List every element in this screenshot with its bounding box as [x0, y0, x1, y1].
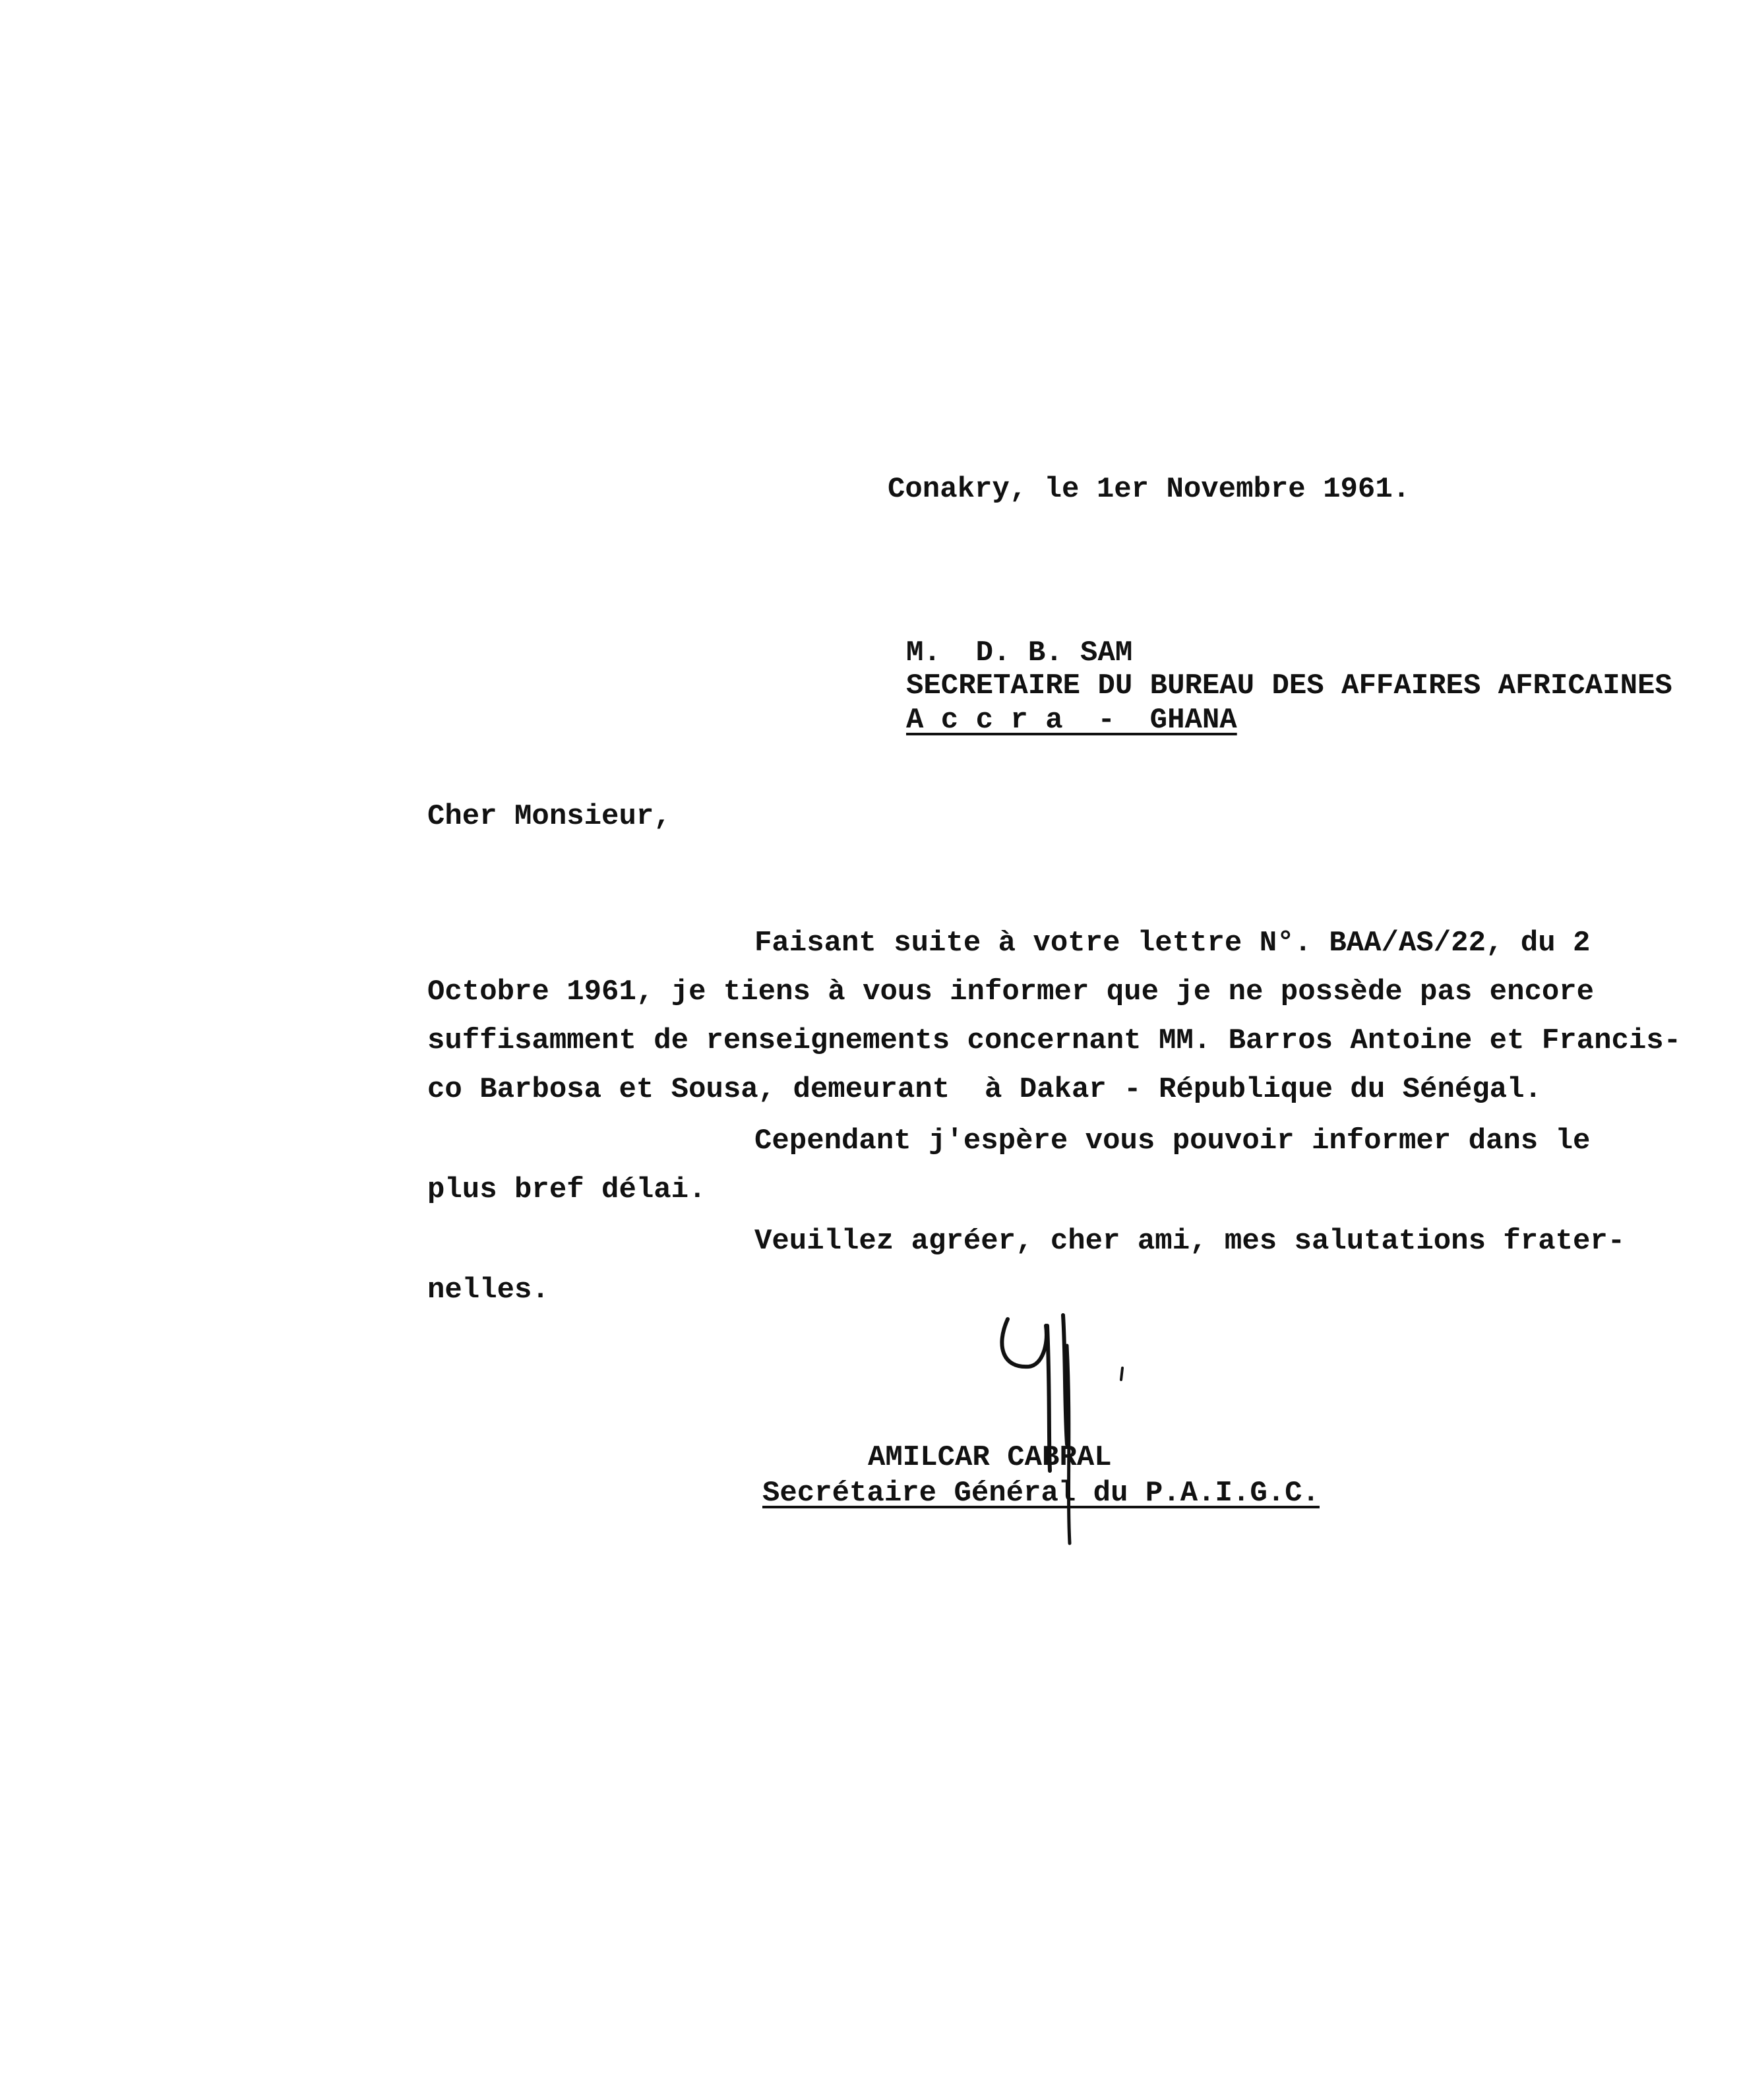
- handwritten-signature: [989, 1306, 1134, 1557]
- body-line-6: plus bref délai.: [427, 1173, 706, 1206]
- body-line-7: Veuillez agréer, cher ami, mes salutations frater-: [754, 1225, 1626, 1258]
- body-line-3: suffisamment de renseignements concernant MM. Barros Antoine et Francis-: [427, 1024, 1682, 1057]
- ink-mark: [1116, 1365, 1129, 1385]
- salutation: Cher Monsieur,: [427, 800, 671, 833]
- body-line-1: Faisant suite à votre lettre N°. BAA/AS/22, du 2: [754, 927, 1591, 960]
- recipient-name: M. D. B. SAM: [906, 636, 1133, 669]
- recipient-title: SECRETAIRE DU BUREAU DES AFFAIRES AFRICAINES: [906, 669, 1672, 702]
- date-line: Conakry, le 1er Novembre 1961.: [888, 473, 1411, 506]
- body-line-5: Cependant j'espère vous pouvoir informer dans le: [754, 1125, 1591, 1158]
- recipient-location: A c c r a - GHANA: [906, 704, 1237, 737]
- body-line-4: co Barbosa et Sousa, demeurant à Dakar - République du Sénégal.: [427, 1073, 1542, 1106]
- body-line-8: nelles.: [427, 1274, 549, 1307]
- signatory-title: Secrétaire Général du P.A.I.G.C.: [762, 1477, 1320, 1510]
- body-line-2: Octobre 1961, je tiens à vous informer que je ne possède pas encore: [427, 975, 1595, 1008]
- signatory-name: AMILCAR CABRAL: [868, 1441, 1112, 1474]
